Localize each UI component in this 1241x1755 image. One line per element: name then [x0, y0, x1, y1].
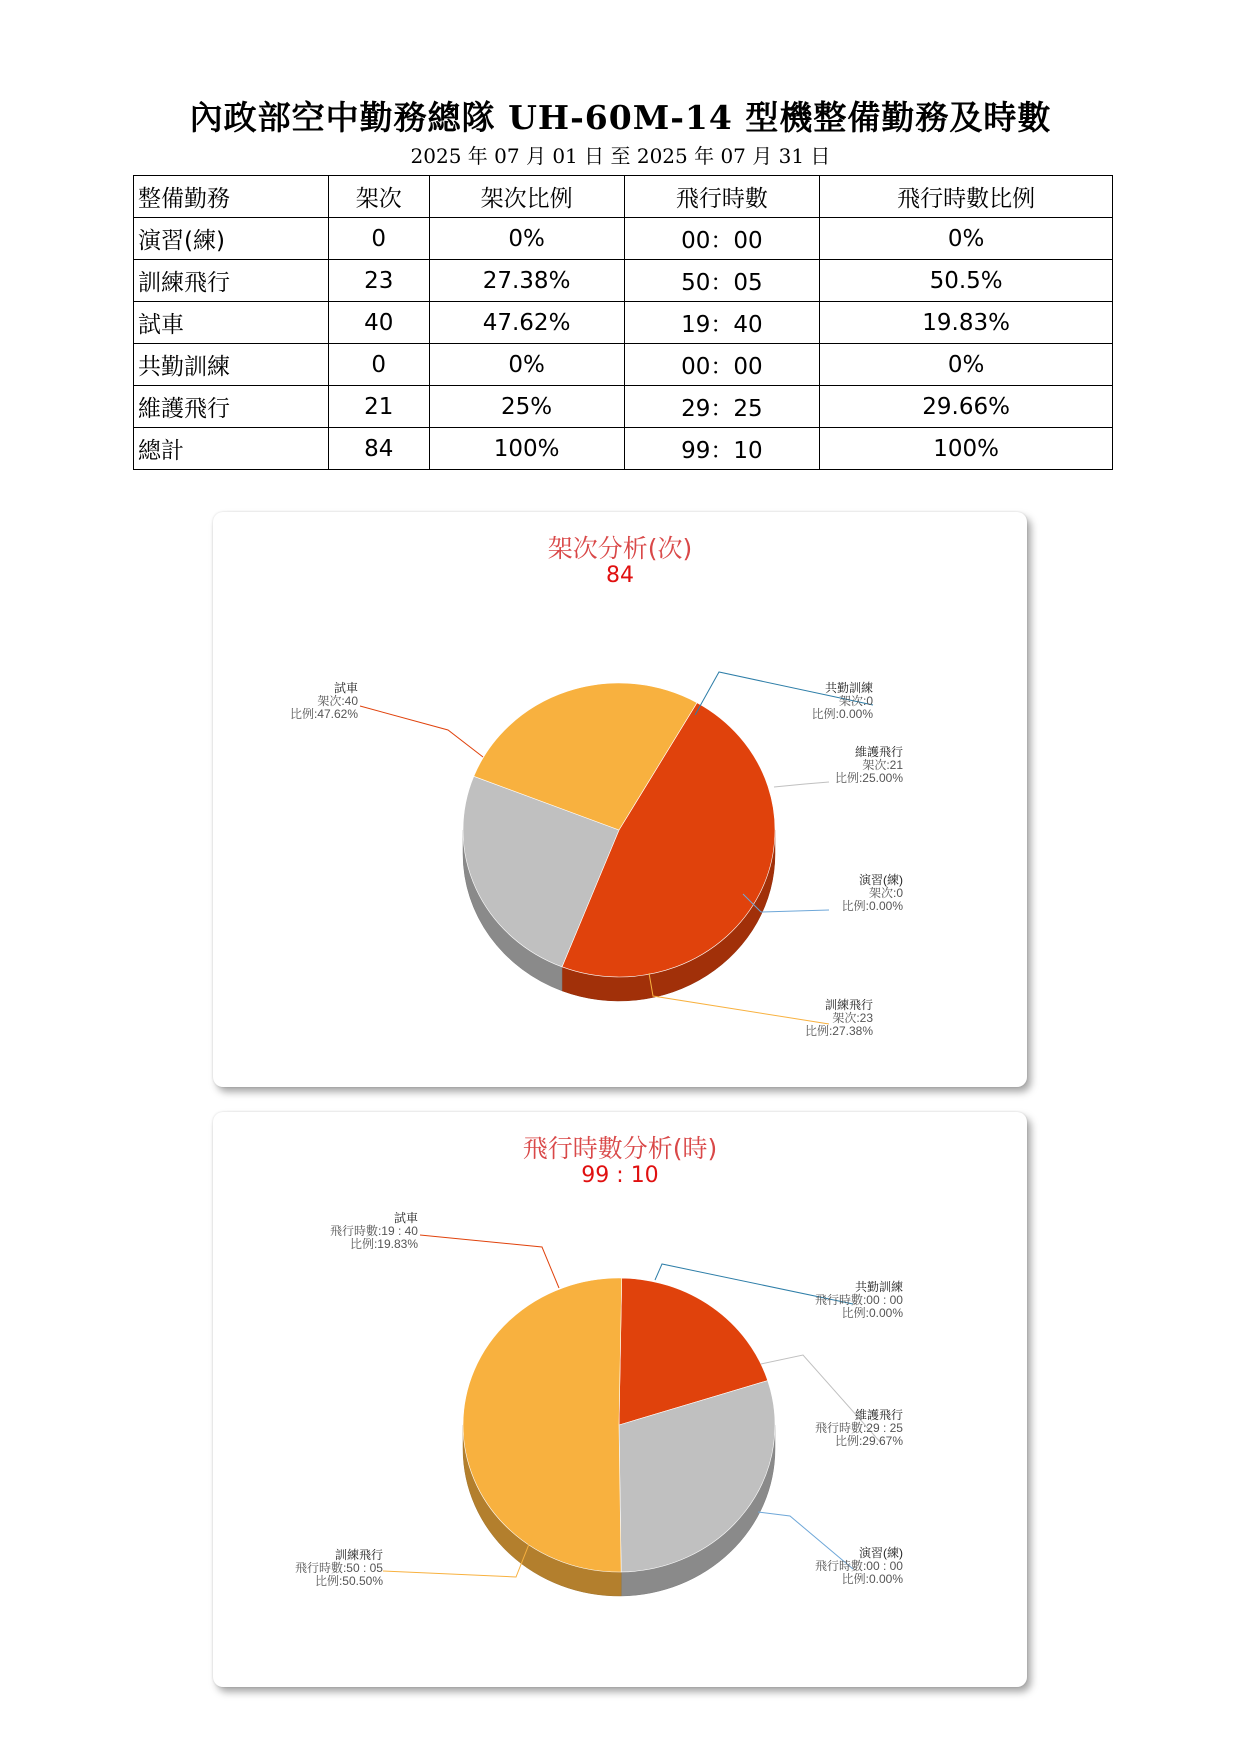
- cell-sortie-ratio: 25%: [429, 386, 624, 428]
- row-label: 總計: [134, 428, 329, 470]
- row-label: 訓練飛行: [134, 260, 329, 302]
- row-label: 維護飛行: [134, 386, 329, 428]
- table-total-row: [134, 428, 1113, 470]
- cell-hours-ratio: 0%: [820, 218, 1113, 260]
- slice-label-name: 演習(練): [859, 1546, 903, 1560]
- slice-label-percent: 比例:0.00%: [841, 899, 903, 913]
- slice-label-value: 架次:23: [832, 1011, 873, 1025]
- slice-label-value: 架次:0: [868, 886, 903, 900]
- cell-sorties: 0: [328, 218, 429, 260]
- cell-flight-hours: 00：00: [624, 218, 820, 260]
- hours-pie-chart-card: [213, 1112, 1027, 1687]
- column-header: 飛行時數比例: [820, 176, 1113, 218]
- slice-label-value: 架次:40: [317, 694, 358, 708]
- slice-label-value: 飛行時數:00 : 00: [814, 1559, 903, 1573]
- sortie-pie-chart-card: [213, 512, 1027, 1087]
- slice-label-percent: 比例:0.00%: [811, 707, 873, 721]
- cell-hours-ratio: 19.83%: [820, 302, 1113, 344]
- slice-label-name: 維護飛行: [854, 745, 903, 759]
- leader-line: [360, 706, 483, 757]
- row-label: 演習(練): [134, 218, 329, 260]
- slice-label-name: 訓練飛行: [334, 1548, 383, 1562]
- slice-label-name: 試車: [393, 1211, 418, 1225]
- cell-sortie-ratio: 27.38%: [429, 260, 624, 302]
- cell-sorties: 21: [328, 386, 429, 428]
- slice-label-name: 共勤訓練: [824, 681, 873, 695]
- slice-label-percent: 比例:25.00%: [834, 771, 903, 785]
- slice-label-value: 飛行時數:00 : 00: [814, 1293, 903, 1307]
- column-header: 架次: [328, 176, 429, 218]
- slice-label-value: 飛行時數:19 : 40: [329, 1224, 418, 1238]
- pie-slices: [463, 1278, 775, 1596]
- cell-flight-hours: 50：05: [624, 260, 820, 302]
- cell-sorties: 84: [328, 428, 429, 470]
- leader-line: [420, 1235, 559, 1288]
- column-header: 飛行時數: [624, 176, 820, 218]
- table-row: [134, 386, 1113, 428]
- slice-label-value: 飛行時數:50 : 05: [294, 1561, 383, 1575]
- cell-flight-hours: 00：00: [624, 344, 820, 386]
- cell-sortie-ratio: 0%: [429, 218, 624, 260]
- cell-sortie-ratio: 47.62%: [429, 302, 624, 344]
- table-row: [134, 260, 1113, 302]
- cell-hours-ratio: 0%: [820, 344, 1113, 386]
- slice-label-name: 訓練飛行: [824, 998, 873, 1012]
- chart-title: 飛行時數分析(時): [522, 1134, 718, 1163]
- slice-label-name: 共勤訓練: [854, 1280, 903, 1294]
- slice-label-percent: 比例:0.00%: [841, 1572, 903, 1586]
- pie-slices: [463, 683, 775, 1001]
- summary-table: [133, 175, 1113, 470]
- slice-label-value: 架次:21: [862, 758, 903, 772]
- cell-hours-ratio: 29.66%: [820, 386, 1113, 428]
- slice-label-value: 飛行時數:29 : 25: [814, 1421, 903, 1435]
- slice-label-name: 演習(練): [859, 873, 903, 887]
- row-label: 試車: [134, 302, 329, 344]
- cell-sorties: 23: [328, 260, 429, 302]
- leader-line: [774, 782, 829, 787]
- slice-label-percent: 比例:0.00%: [841, 1306, 903, 1320]
- table-row: [134, 218, 1113, 260]
- chart-total: 99 : 10: [581, 1163, 659, 1188]
- row-label: 共勤訓練: [134, 344, 329, 386]
- column-header: 整備勤務: [134, 176, 329, 218]
- table-row: [134, 302, 1113, 344]
- cell-flight-hours: 29：25: [624, 386, 820, 428]
- pie-slice: [463, 1278, 622, 1572]
- slice-label-value: 架次:0: [838, 694, 873, 708]
- cell-sortie-ratio: 100%: [429, 428, 624, 470]
- cell-flight-hours: 99：10: [624, 428, 820, 470]
- slice-label-percent: 比例:47.62%: [289, 707, 358, 721]
- cell-sorties: 0: [328, 344, 429, 386]
- cell-flight-hours: 19：40: [624, 302, 820, 344]
- hours-pie-chart: [213, 1112, 1027, 1687]
- cell-sorties: 40: [328, 302, 429, 344]
- slice-label-percent: 比例:27.38%: [804, 1024, 873, 1038]
- column-header: 架次比例: [429, 176, 624, 218]
- table-row: [134, 344, 1113, 386]
- date-range: 2025 年 07 月 01 日 至 2025 年 07 月 31 日: [410, 144, 831, 168]
- slice-label-percent: 比例:50.50%: [314, 1574, 383, 1588]
- sortie-pie-chart: [213, 512, 1027, 1087]
- cell-hours-ratio: 100%: [820, 428, 1113, 470]
- table-header-row: [134, 176, 1113, 218]
- slice-label-name: 試車: [333, 681, 358, 695]
- cell-hours-ratio: 50.5%: [820, 260, 1113, 302]
- slice-label-percent: 比例:29.67%: [834, 1434, 903, 1448]
- slice-label-name: 維護飛行: [854, 1408, 903, 1422]
- cell-sortie-ratio: 0%: [429, 344, 624, 386]
- chart-title: 架次分析(次): [547, 534, 693, 563]
- slice-label-percent: 比例:19.83%: [349, 1237, 418, 1251]
- document-title: 內政部空中勤務總隊 UH-60M-14 型機整備勤務及時數: [189, 98, 1052, 137]
- chart-total: 84: [606, 563, 634, 588]
